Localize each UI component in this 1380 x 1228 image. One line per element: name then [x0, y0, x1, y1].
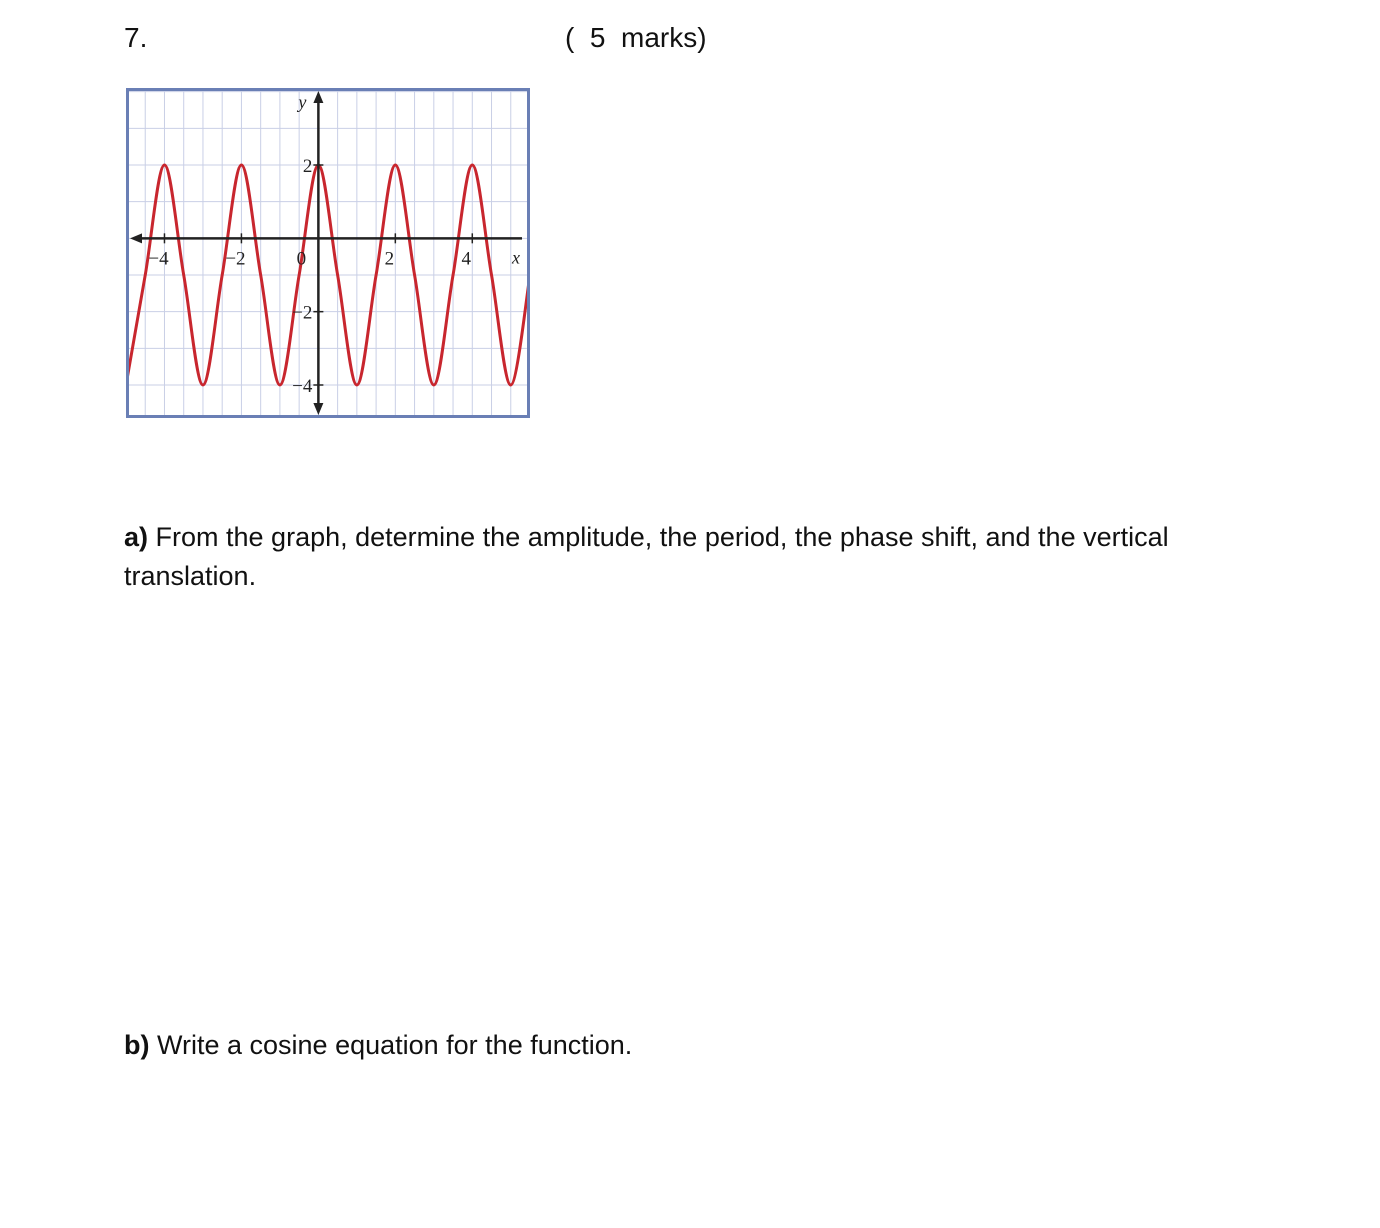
marks-label: ( 5 marks)	[565, 22, 707, 53]
y-axis-arrow-up	[313, 91, 323, 103]
part-a-label: a)	[124, 522, 149, 552]
part-b	[124, 1026, 1304, 1065]
y-axis-label: y	[298, 92, 307, 112]
part-b-label: b)	[124, 1030, 150, 1060]
x-tick-label: −2	[225, 248, 246, 270]
part-a-text: From the graph, determine the amplitude, the period, the phase shift, and the vertical translation.	[124, 522, 1169, 591]
y-tick-label: 2	[302, 156, 313, 177]
question-number: 7.	[124, 22, 148, 53]
cosine-graph	[126, 88, 530, 418]
y-tick-label: −4	[292, 376, 313, 397]
x-tick-label: 4	[461, 248, 472, 270]
y-axis-arrow-down	[313, 403, 323, 415]
graph-svg	[126, 88, 530, 418]
part-a	[124, 518, 1304, 596]
x-axis-label: x	[512, 247, 520, 268]
x-tick-label: 2	[384, 248, 395, 270]
y-tick-label: −2	[292, 302, 313, 324]
x-tick-label: 0	[296, 248, 307, 270]
x-axis-arrow-left	[130, 233, 142, 243]
part-b-text: Write a cosine equation for the function.	[157, 1030, 633, 1060]
x-tick-label: −4	[148, 248, 169, 270]
